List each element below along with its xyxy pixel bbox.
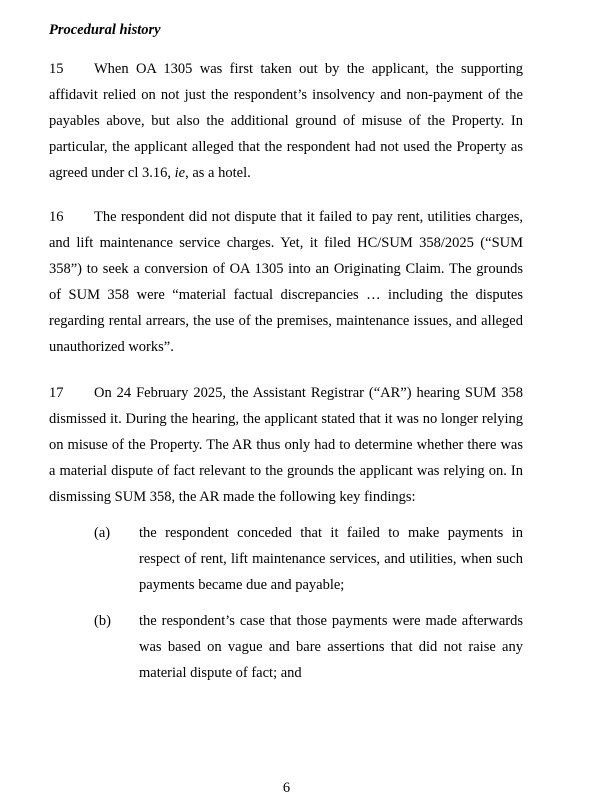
paragraph-text: , as a hotel. (185, 165, 251, 181)
paragraph-text: On 24 February 2025, the Assistant Registrar (“AR”) hearing SUM 358 dismissed it. During the hearing, the applicant stated that it was no longer relying on misuse of the Property. The AR thus only had to determine whether there was a material dispute of fact relevant to the grounds the applicant was relying on. In dismissing SUM 358, the AR made the following key findings: (49, 385, 523, 505)
paragraph-text-italic: ie (174, 165, 186, 181)
list-item (94, 608, 523, 686)
paragraph-number: 16 (49, 209, 64, 225)
paragraph-number: 17 (49, 385, 64, 401)
paragraph-17 (49, 380, 523, 510)
paragraph-16 (49, 204, 523, 360)
section-heading: Procedural history (49, 22, 161, 38)
list-item-label: (a) (94, 525, 111, 541)
paragraph-number: 15 (49, 61, 64, 77)
page-number: 6 (282, 780, 291, 796)
list-item-text: the respondent conceded that it failed to make payments in respect of rent, lift maintenance services, and utilities, when such payments became due and payable; (139, 525, 523, 593)
paragraph-text: When OA 1305 was first taken out by the applicant, the supporting affidavit relied on not just the respondent’s insolvency and non-payment of the payables above, but also the additional ground of misuse of the Property. In particular, the applicant alleged that the respondent had not used the Property as agreed under cl 3.16, (49, 61, 523, 181)
paragraph-15 (49, 56, 523, 186)
list-item (94, 520, 523, 598)
paragraph-text: The respondent did not dispute that it failed to pay rent, utilities charges, and lift maintenance service charges. Yet, it filed HC/SUM 358/2025 (“SUM 358”) to seek a conversion of OA 1305 into an Originating Claim. The grounds of SUM 358 were “material factual discrepancies … including the disputes regarding rental arrears, the use of the premises, maintenance issues, and alleged unauthorized works”. (49, 209, 523, 355)
list-item-label: (b) (94, 613, 111, 629)
list-item-text: the respondent’s case that those payments were made afterwards was based on vague and bare assertions that did not raise any material dispute of fact; and (139, 613, 523, 681)
